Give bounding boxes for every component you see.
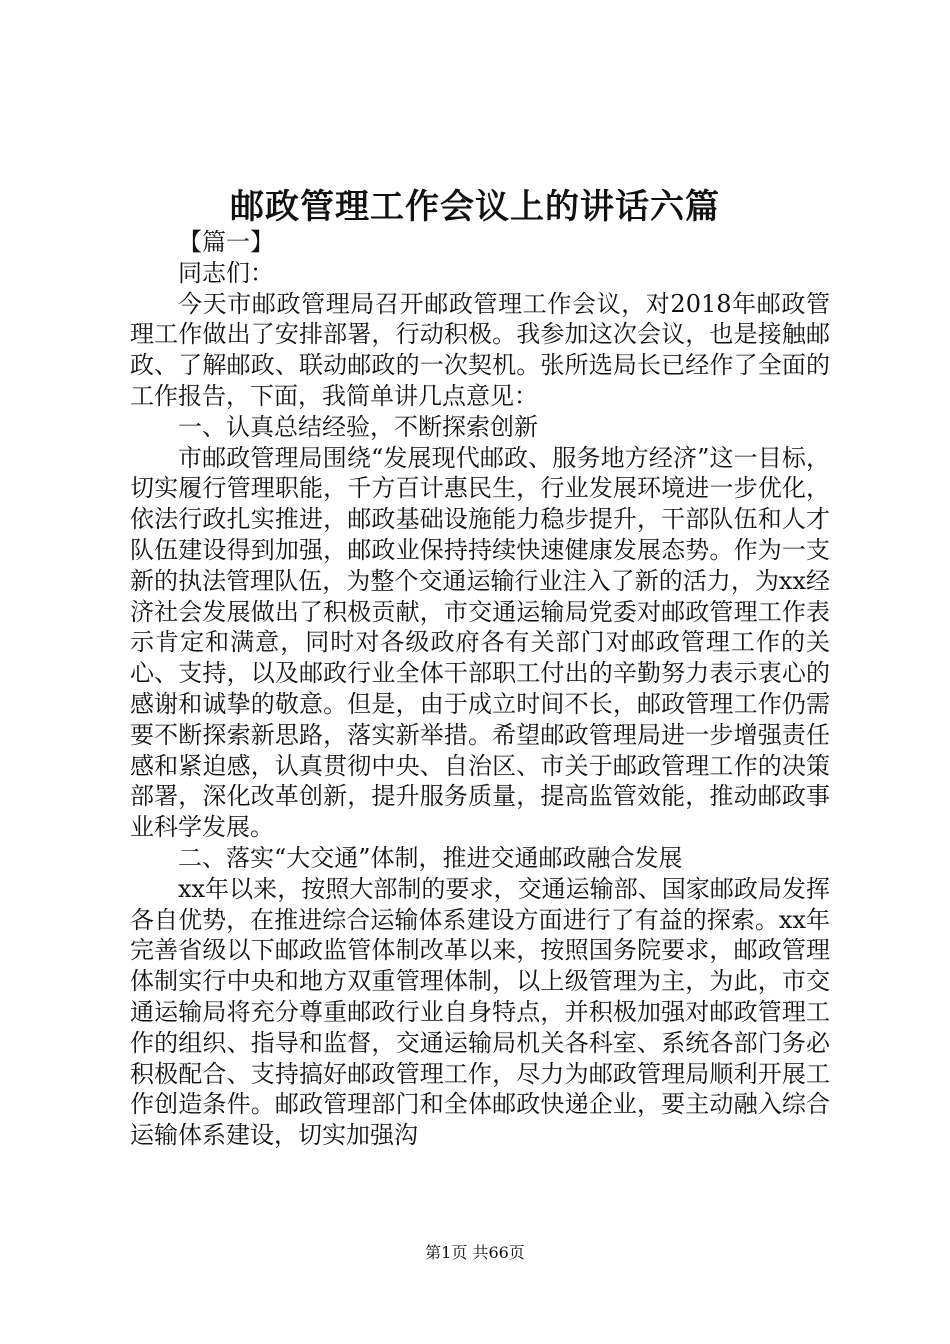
paragraph-intro: 今天市邮政管理局召开邮政管理工作会议，对2018年邮政管理工作做出了安排部署，行动积极。我参加这次会议，也是接触邮政、了解邮政、联动邮政的一次契机。张所选局长已经作了全面的工作报告，下面，我简单讲几点意见：	[130, 289, 830, 410]
heading-point-one: 一、认真总结经验，不断探索创新	[178, 412, 538, 441]
paragraph-point-two: xx年以来，按照大部制的要求，交通运输部、国家邮政局发挥各自优势，在推进综合运输体系建设方面进行了有益的探索。xx年完善省级以下邮政监管体制改革以来，按照国务院要求，邮政管理体制实行中央和地方双重管理体制，以上级管理为主，为此，市交通运输局将充分尊重邮政行业自身特点，并积极加强对邮政管理工作的组织、指导和监督，交通运输局机关各科室、系统各部门务必积极配合、支持搞好邮政管理工作，尽力为邮政管理局顺利开展工作创造条件。邮政管理部门和全体邮政快递企业，要主动融入综合运输体系建设，切实加强沟	[130, 874, 830, 1150]
document-title: 邮政管理工作会议上的讲话六篇	[230, 187, 720, 227]
paragraph-point-one: 市邮政管理局围绕“发展现代邮政、服务地方经济”这一目标，切实履行管理职能，千方百计惠民生，行业发展环境进一步优化，依法行政扎实推进，邮政基础设施能力稳步提升，干部队伍和人才队伍建设得到加强，邮政业保持持续快速健康发展态势。作为一支新的执法管理队伍，为整个交通运输行业注入了新的活力，为xx经济社会发展做出了积极贡献，市交通运输局党委对邮政管理工作表示肯定和满意，同时对各级政府各有关部门对邮政管理工作的关心、支持，以及邮政行业全体干部职工付出的辛勤努力表示衷心的感谢和诚挚的敬意。但是，由于成立时间不长，邮政管理工作仍需要不断探索新思路，落实新举措。希望邮政管理局进一步增强责任感和紧迫感，认真贯彻中央、自治区、市关于邮政管理工作的决策部署，深化改革创新，提升服务质量，提高监管效能，推动邮政事业科学发展。	[130, 443, 830, 842]
salutation: 同志们：	[178, 258, 274, 287]
page-number-footer: 第1页 共66页	[425, 1243, 525, 1262]
document-body	[130, 227, 830, 1151]
heading-point-two: 二、落实“大交通”体制，推进交通邮政融合发展	[178, 843, 683, 872]
section-label: 【篇一】	[178, 228, 274, 256]
